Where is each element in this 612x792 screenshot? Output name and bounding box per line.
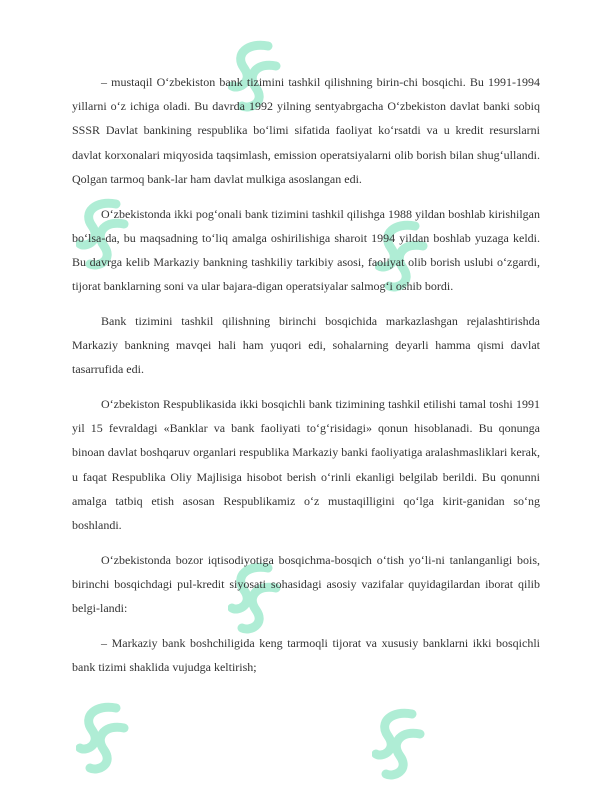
paragraph-2: O‘zbekistonda ikki pog‘onali bank tizimini tashkil qilishga 1988 yildan boshlab kirishilgan bo‘lsa-da, bu maqsadning to‘liq amalga oshirilishiga sharoit 1994 yildan boshlab yuzaga keldi. Bu davrga kelib Markaziy bankning tashkiliy tarkibiy asosi, faoliyat olib borish uslubi o‘zgardi, tijorat banklarning soni va ular bajara-digan operatsiyalar salmog‘i oshib bordi. xyxy=(72,206,540,294)
body-text xyxy=(72,70,540,690)
paragraph-6: – Markaziy bank boshchiligida keng tarmoqli tijorat va xususiy banklarni ikki bosqichli bank tizimi shaklida vujudga keltirish; xyxy=(72,635,540,674)
paragraph-4: O‘zbekiston Respublikasida ikki bosqichli bank tizimining tashkil etilishi tamal toshi 1991 yil 15 fevraldagi «Banklar va bank faoliyati to‘g‘risidagi» qonun hisoblanadi. Bu qonunga binoan davlat boshqaruv organlari respublika Markaziy banki faoliyatiga aralashmasliklari kerak, u faqat Respublika Oliy Majlisiga hisobot berish o‘rinli ekanligi belgilab berildi. Bu qonunni amalga tatbiq etish asosan Respublikamiz o‘z mustaqilligini qo‘lga kirit-ganidan so‘ng boshlandi. xyxy=(72,396,540,532)
ssf-watermark-icon xyxy=(372,706,430,782)
paragraph-3: Bank tizimini tashkil qilishning birinchi bosqichida markazlashgan rejalashtirishda Markaziy bankning mavqei hali ham yuqori edi, sohalarning deyarli hamma qismi davlat tasarrufida edi. xyxy=(72,313,540,377)
paragraph-5: O‘zbekistonda bozor iqtisodiyotiga bosqichma-bosqich o‘tish yo‘li-ni tanlanganligi bois, birinchi bosqichdagi pul-kredit siyosati sohasidagi asosiy vazifalar quyidagilardan iborat qilib belgi-landi: xyxy=(72,552,540,616)
paragraph-1: – mustaqil O‘zbekiston bank tizimini tashkil qilishning birin-chi bosqichi. Bu 1991-1994 yillarni o‘z ichiga oladi. Bu davrda 1992 yilning sentyabrgacha O‘zbekiston davlat banki sobiq SSSR Davlat bankining respublika bo‘limi sifatida faoliyat ko‘rsatdi va u kredit resurslarni davlat korxonalari miqyosida taqsimlash, emission operatsiyalarni olib borish bilan shug‘ullandi. Qolgan tarmoq bank-lar ham davlat mulkiga asoslangan edi. xyxy=(72,75,540,186)
ssf-watermark-icon xyxy=(76,700,134,776)
